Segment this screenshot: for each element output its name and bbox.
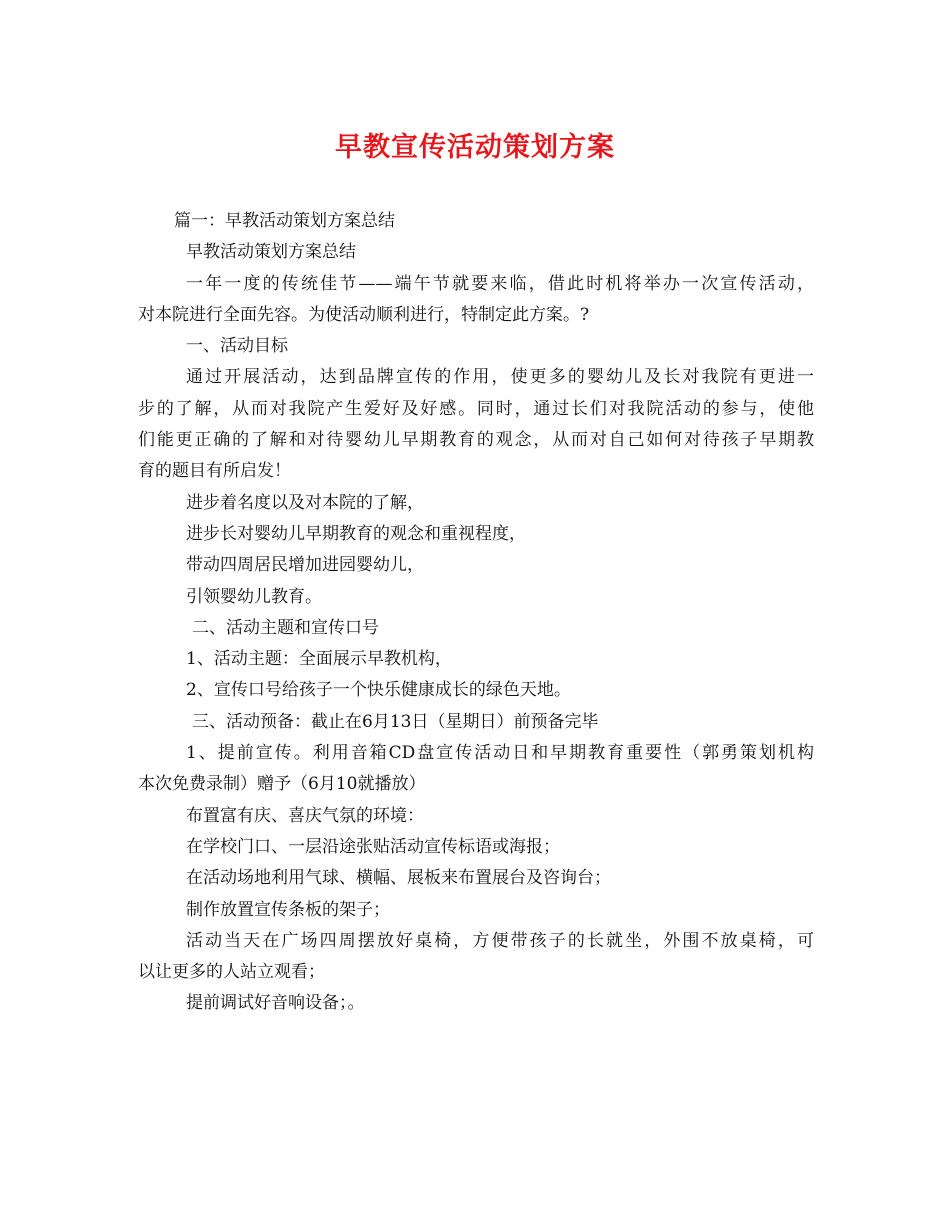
list-item: 在活动场地利用气球、横幅、展板来布置展台及咨询台；	[186, 868, 611, 889]
document-title: 早教宣传活动策划方案	[335, 132, 615, 163]
paragraph-line: 1、提前宣传。利用音箱CD盘宣传活动日和早期教育重要性（郭勇策划机构	[186, 743, 814, 764]
section-heading: 三、活动预备：截止在6月13日（星期日）前预备完毕	[192, 711, 599, 732]
paragraph-line: 一年一度的传统佳节——端午节就要来临，借此时机将举办一次宣传活动，	[186, 273, 814, 294]
paragraph-line: 以让更多的人站立观看；	[138, 962, 325, 983]
paragraph-line: 通过开展活动，达到品牌宣传的作用，使更多的婴幼儿及长对我院有更进一	[186, 367, 814, 388]
paragraph-line: 对本院进行全面先容。为使活动顺利进行，特制定此方案。?	[138, 304, 590, 325]
document-body	[138, 206, 814, 1020]
list-item: 2、宣传口号给孩子一个快乐健康成长的绿色天地。	[186, 680, 571, 701]
subtitle-line: 早教活动策划方案总结	[186, 242, 356, 263]
list-item: 进步着名度以及对本院的了解，	[186, 492, 424, 513]
list-item: 进步长对婴幼儿早期教育的观念和重视程度，	[186, 523, 526, 544]
list-item: 制作放置宣传条板的架子；	[186, 899, 390, 920]
list-item: 引领婴幼儿教育。	[186, 586, 322, 607]
list-item: 带动四周居民增加进园婴幼儿，	[186, 555, 424, 576]
list-item: 在学校门口、一层沿途张贴活动宣传标语或海报；	[186, 836, 560, 857]
list-item: 1、活动主题：全面展示早教机构，	[186, 649, 452, 670]
list-item: 布置富有庆、喜庆气氛的环境：	[186, 805, 424, 826]
chapter-heading: 篇一：早教活动策划方案总结	[174, 211, 395, 231]
section-heading: 二、活动主题和宣传口号	[192, 617, 379, 638]
paragraph-line: 本次免费录制）赠予（6月10就播放）	[138, 774, 426, 795]
section-heading: 一、活动目标	[186, 336, 288, 357]
list-item: 提前调试好音响设备；。	[186, 993, 365, 1014]
paragraph-line: 活动当天在广场四周摆放好桌椅，方便带孩子的长就坐，外围不放桌椅，可	[186, 930, 814, 951]
paragraph-line: 们能更正确的了解和对待婴幼儿早期教育的观念，从而对自己如何对待孩子早期教	[138, 430, 814, 451]
paragraph-line: 步的了解，从而对我院产生爱好及好感。同时，通过长们对我院活动的参与，使他	[138, 398, 814, 419]
paragraph-line: 育的题目有所启发！	[138, 461, 291, 482]
